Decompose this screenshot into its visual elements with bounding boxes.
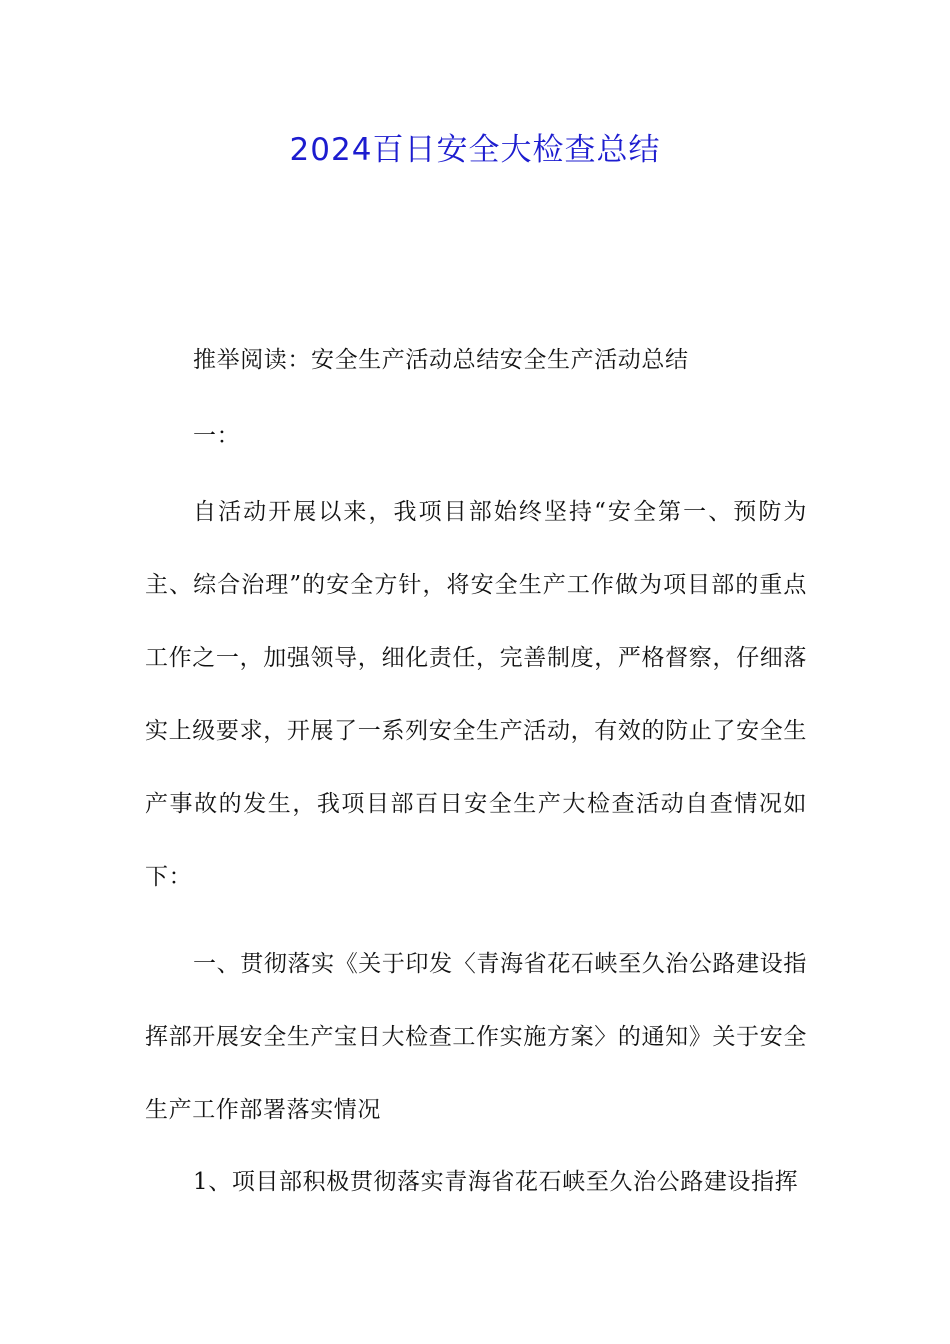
section-one-heading-paragraph: 一、贯彻落实《关于印发〈青海省花石峡至久治公路建设指挥部开展安全生产宝日大检查工作实施方案〉的通知》关于安全生产工作部署落实情况: [145, 951, 807, 1123]
item-one-paragraph: 1、项目部积极贯彻落实青海省花石峡至久治公路建设指挥: [193, 1169, 799, 1195]
document-title: 2024百日安全大检查总结: [289, 132, 661, 168]
recommended-reading-paragraph: 推举阅读：安全生产活动总结安全生产活动总结: [193, 347, 689, 373]
section-marker-paragraph: 一：: [193, 423, 241, 449]
intro-paragraph: 自活动开展以来，我项目部始终坚持“安全第一、预防为主、综合治理”的安全方针，将安全生产工作做为项目部的重点工作之一，加强领导，细化责任，完善制度，严格督察，仔细落实上级要求，开展了一系列安全生产活动，有效的防止了安全生产事故的发生，我项目部百日安全生产大检查活动自查情况如下：: [145, 499, 807, 890]
